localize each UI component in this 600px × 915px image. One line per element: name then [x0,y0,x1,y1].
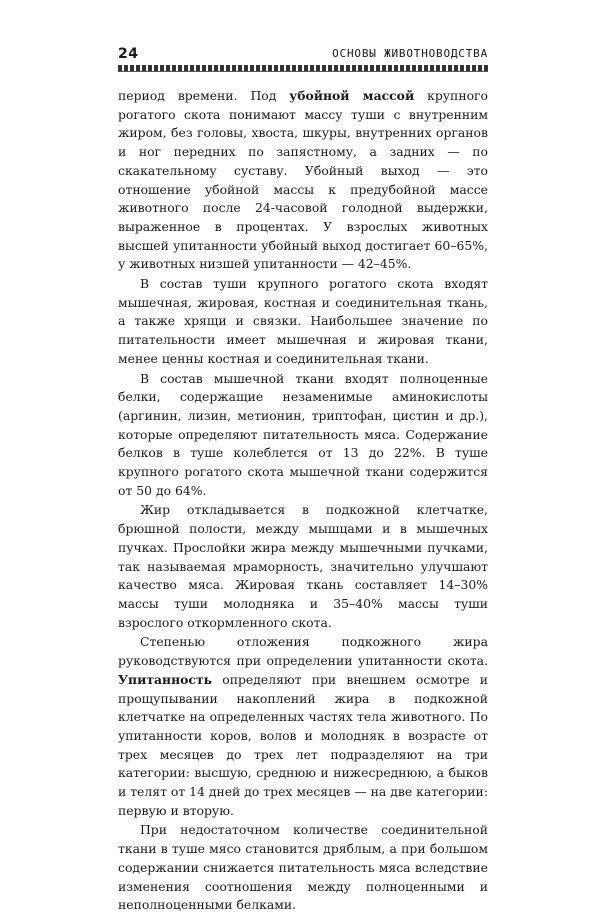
header-rule [118,65,488,71]
term-slaughter-weight: убойной массой [289,88,415,103]
paragraph-connective-tissue: При недостаточном количестве соединительной ткани в туше мясо становится дряблым, а при большом содержании снижается питательность мяса вследствие изменения соотношения между полноценными и неполноценными белками. [118,822,488,913]
paragraph-muscle-tissue: В состав мышечной ткани входят полноценные белки, содержащие незаменимые аминокислоты (аргинин, лизин, метионин, триптофан, цистин и др.), которые определяют питательность мяса. Содержание белков в туше колеблется от 13 до 22%. В туше крупного рогатого скота мышечной ткани содержится от 50 до 64%. [118,370,488,498]
body-text [118,87,488,915]
term-fatness: Упитанность [118,671,213,687]
paragraph-fat: Жир откладывается в подкожной клетчатке, брюшной полости, между мышцами и в мышечных пучках. Прослойки жира между мышечными пучками, так называемая мраморность, значительно улучшают качество мяса. Жировая ткань составляет 14–30% массы туши молодняка и 35–40% массы туши взрослого откормленного скота. [118,502,488,630]
running-title: ОСНОВЫ ЖИВОТНОВОДСТВА [332,47,488,60]
paragraph-carcass-composition: В состав туши крупного рогатого скота входят мышечная, жировая, костная и соединительная ткань, а также хрящи и связки. Наибольшее значение по питательности имеет мышечная и жировая ткани, менее ценны костная и соединительная ткани. [118,276,488,366]
paragraph-fatness: Степенью отложения подкожного жира руководствуются при определении упитанности скота. Упитанность определяют при внешнем осмотре и прощупывании накоплений жира в подкожной клетчатке на определенных частях тела животного. По упитанности коров, волов и молодняк в возрасте от трех месяцев до трех лет подразделяют на три категории: высшую, среднюю и нижесреднюю, а быков и телят от 14 дней до трех месяцев — на две категории: первую и вторую. [118,634,488,818]
page-header [118,46,488,64]
paragraph-slaughter-weight: период времени. Под убойной массой крупного рогатого скота понимают массу туши с внутренним жиром, без головы, хвоста, шкуры, внутренних органов и ног передних по запястному, а задних — по скакательному суставу. Убойный выход — это отношение убойной массы к предубойной массе животного после 24-часовой голодной выдержки, выраженное в процентах. У взрослых животных высшей упитанности убойный выход достигает 60–65%, у животных низшей упитанности — 42–45%. [118,88,488,272]
page-number: 24 [118,46,139,62]
